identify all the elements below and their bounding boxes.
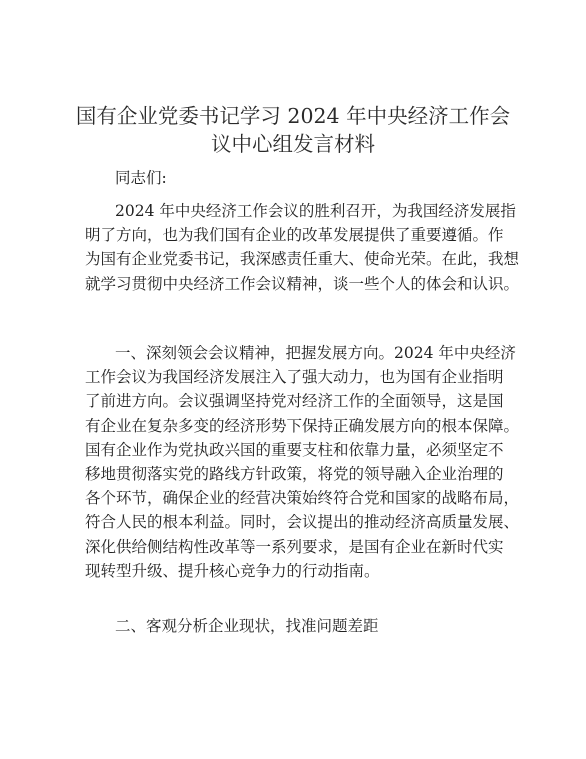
paragraph-line: 为国有企业党委书记，我深感责任重大、使命光荣。在此，我想 xyxy=(85,250,520,269)
paragraph-line: 明了方向，也为我们国有企业的改革发展提供了重要遵循。作 xyxy=(85,226,504,245)
paragraph-line: 工作会议为我国经济发展注入了强大动力，也为国有企业指明 xyxy=(85,368,504,387)
paragraph-line: 深化供给侧结构性改革等一系列要求，是国有企业在新时代实 xyxy=(85,537,504,556)
paragraph-line: 一、深刻领会会议精神，把握发展方向。2024 年中央经济 xyxy=(115,344,516,362)
document-title xyxy=(70,102,516,158)
paragraph-line: 现转型升级、提升核心竞争力的行动指南。 xyxy=(85,561,380,580)
paragraph-line: 有企业在复杂多变的经济形势下保持正确发展方向的根本保障。 xyxy=(85,416,520,435)
greeting: 同志们: xyxy=(115,169,167,187)
title-line: 国有企业党委书记学习 2024 年中央经济工作会 xyxy=(75,104,511,128)
intro-paragraph xyxy=(85,199,520,296)
section-two-heading: 二、客观分析企业现状，找准问题差距 xyxy=(115,617,379,635)
paragraph-line: 移地贯彻落实党的路线方针政策，将党的领导融入企业治理的 xyxy=(85,464,504,483)
paragraph-line: 符合人民的根本利益。同时，会议提出的推动经济高质量发展、 xyxy=(85,513,520,532)
paragraph-line: 了前进方向。会议强调坚持党对经济工作的全面领导，这是国 xyxy=(85,392,504,411)
paragraph-line: 2024 年中央经济工作会议的胜利召开，为我国经济发展指 xyxy=(115,202,516,220)
section-one-paragraph xyxy=(85,341,520,583)
paragraph-line: 就学习贯彻中央经济工作会议精神，谈一些个人的体会和认识。 xyxy=(85,274,520,293)
paragraph-line: 各个环节，确保企业的经营决策始终符合党和国家的战略布局， xyxy=(85,489,520,508)
title-line: 议中心组发言材料 xyxy=(211,132,375,156)
paragraph-line: 国有企业作为党执政兴国的重要支柱和依靠力量，必须坚定不 xyxy=(85,440,504,459)
